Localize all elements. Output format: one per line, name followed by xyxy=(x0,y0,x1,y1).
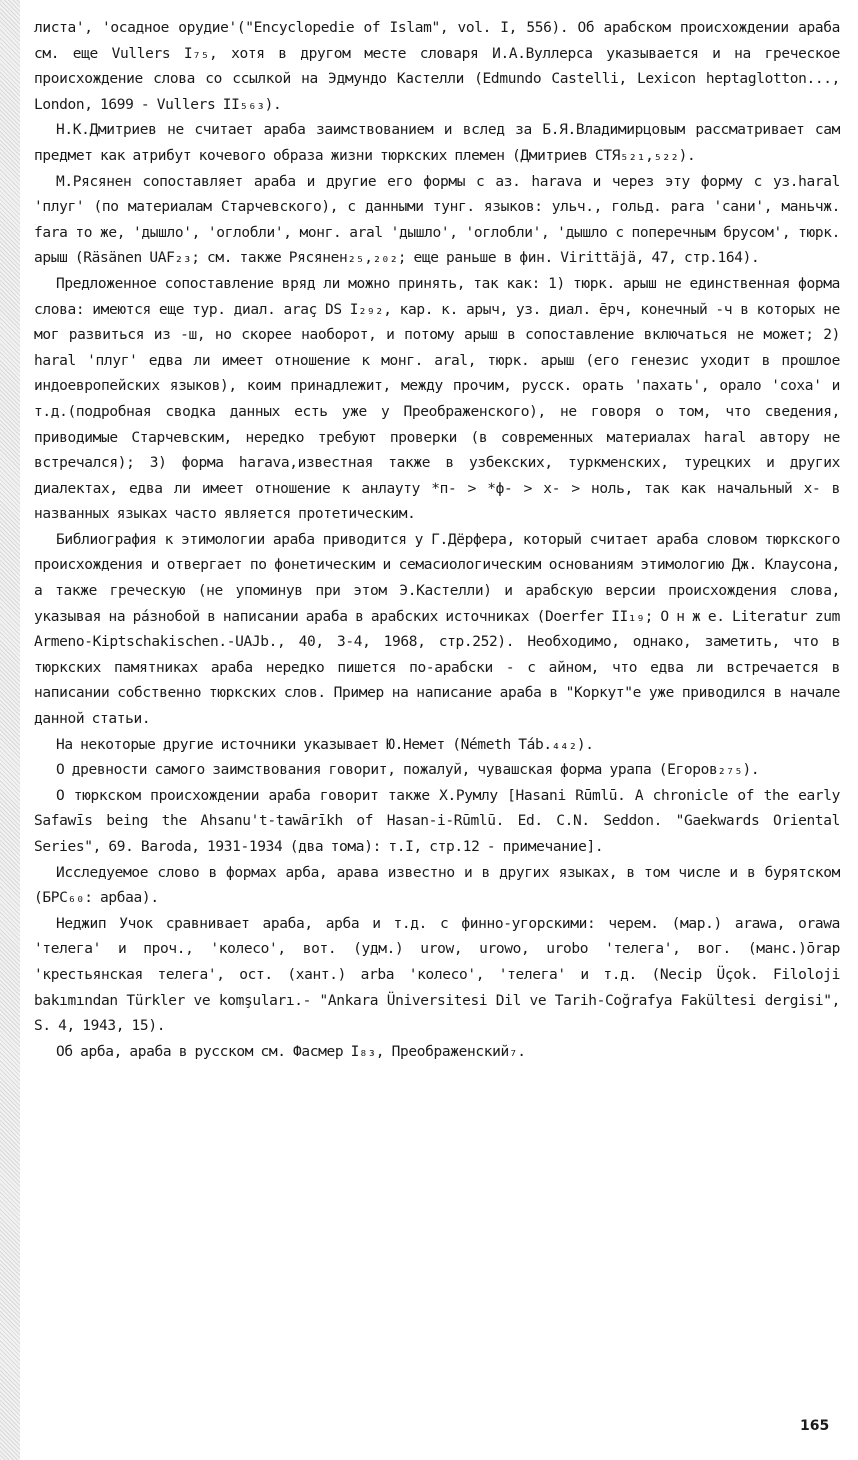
page-body xyxy=(34,16,840,1065)
paragraph-10: Неджип Учок сравнивает араба, арба и т.д. с финно-угорскими: черем. (мар.) arawa, orawa 'телега' и проч., 'колесо', вот. (удм.) urow, urowo, urobo 'телега', вог. (манс.)ōrap 'крестьянская телега', ост. (хант.) arba 'колесо', 'телега' и т.д. (Necip Üçok. Filoloji bakımından Türkler ve komşuları.- "Ankara Üniversitesi Dil ve Tarih-Coğrafya Fakültesi dergisi", S. 4, 1943, 15). xyxy=(34,915,840,1035)
paragraph-4: Предложенное сопоставление вряд ли можно принять, так как: 1) тюрк. арыш не единственная форма слова: имеются еще тур. диал. araç DS I₂₉₂, кар. к. арыч, уз. диал. ēрч, конечный -ч в которых не мог развиться из -ш, но скорее наоборот, и потому арыш в сопоставление включаться не может; 2) haral 'плуг' едва ли имеет отношение к монг. aral, тюрк. арыш (его генезис уходит в прошлое индоевропейских языков), коим принадлежит, между прочим, русск. орать 'пахать', орало 'соха' и т.д.(подробная сводка данных есть уже у Преображенского), не говоря о том, что сведения, приводимые Старчевским, нередко требуют проверки (в современных материалах haral автору не встречался); 3) форма harava,известная также в узбекских, туркменских, турецких и других диалектах, едва ли имеет отношение к анлауту *п- > *ф- > х- > ноль, так как начальный х- в названных языках часто является протетическим. xyxy=(34,275,840,523)
paragraph-9: Исследуемое слово в формах арба, аравa известно и в других языках, в том числе и в бурятском (БРС₆₀: арбаа). xyxy=(34,864,840,907)
paragraph-11: Об арба, араба в русском см. Фасмер I₈₃, Преображенский₇. xyxy=(56,1043,526,1060)
paragraph-8: О тюркском происхождении араба говорит также Х.Румлу [Hasani Rūmlū. A chronicle of the early Safawīs being the Ahsanu't-tawārīkh of Hasan-i-Rūmlū. Ed. C.N. Seddon. "Gaekwards Oriental Series", 69. Baroda, 1931-1934 (два тома): т.I, стр.12 - примечание]. xyxy=(34,787,840,855)
paragraph-2: Н.К.Дмитриев не считает араба заимствованием и вслед за Б.Я.Владимирцовым рассматривает сам предмет как атрибут кочевого образа жизни тюркских племен (Дмитриев СТЯ₅₂₁,₅₂₂). xyxy=(34,122,840,164)
paragraph-1: листа', 'осадное орудие'("Encyclopedie of Islam", vol. I, 556). Об арабском происхождении араба см. еще Vullers I₇₅, хотя в другом месте словаря И.А.Вуллерса указывается и на греческое происхождение слова со ссылкой на Эдмундо Кастелли (Edmundo Castelli, Lexicon heptaglotton..., London, 1699 - Vullers II₅₆₃). xyxy=(34,20,840,113)
paragraph-6: На некоторые другие источники указывает Ю.Немет (Németh Táb.₄₄₂). xyxy=(56,736,594,753)
paragraph-3: М.Рясянен сопоставляет араба и другие его формы с аз. harava и через эту форму с уз.haral 'плуг' (по материалам Старчевского), с данными тунг. языков: ульч., гольд. para 'сани', маньчж. fara то же, 'дышло', 'оглобли', монг. aral 'дышло', 'оглобли', 'дышло с поперечным брусом', тюрк. арыш (Räsänen UAF₂₃; см. также Рясянен₂₅,₂₀₂; еще раньше в фин. Virittäjä, 47, стр.164). xyxy=(34,173,840,267)
paragraph-7: О древности самого заимствования говорит, пожалуй, чувашская форма урапа (Егоров₂₇₅). xyxy=(56,762,760,779)
paragraph-5: Библиография к этимологии араба приводится у Г.Дёрфера, который считает араба словом тюркского происхождения и отвергает по фонетическим и семасиологическим основаниям этимологию Дж. Клаусона, а также греческую (не упоминув при этом Э.Кастелли) и арабскую версии происхождения слова, указывая на рáзнобой в написании араба в арабских источниках (Doerfer II₁₉; О н ж е. Literatur zum Armeno-Kiptschakischen.-UAJb., 40, 3-4, 1968, стр.252). Необходимо, однако, заметить, что в тюркских памятниках араба нередко пишется по-арабски - с айном, что едва ли встречается в написании собственно тюркских слов. Пример на написание араба в "Коркут"е уже приводился в начале данной статьи. xyxy=(34,531,840,728)
scan-edge-decoration xyxy=(0,0,20,1460)
page-number: 165 xyxy=(800,1418,830,1434)
